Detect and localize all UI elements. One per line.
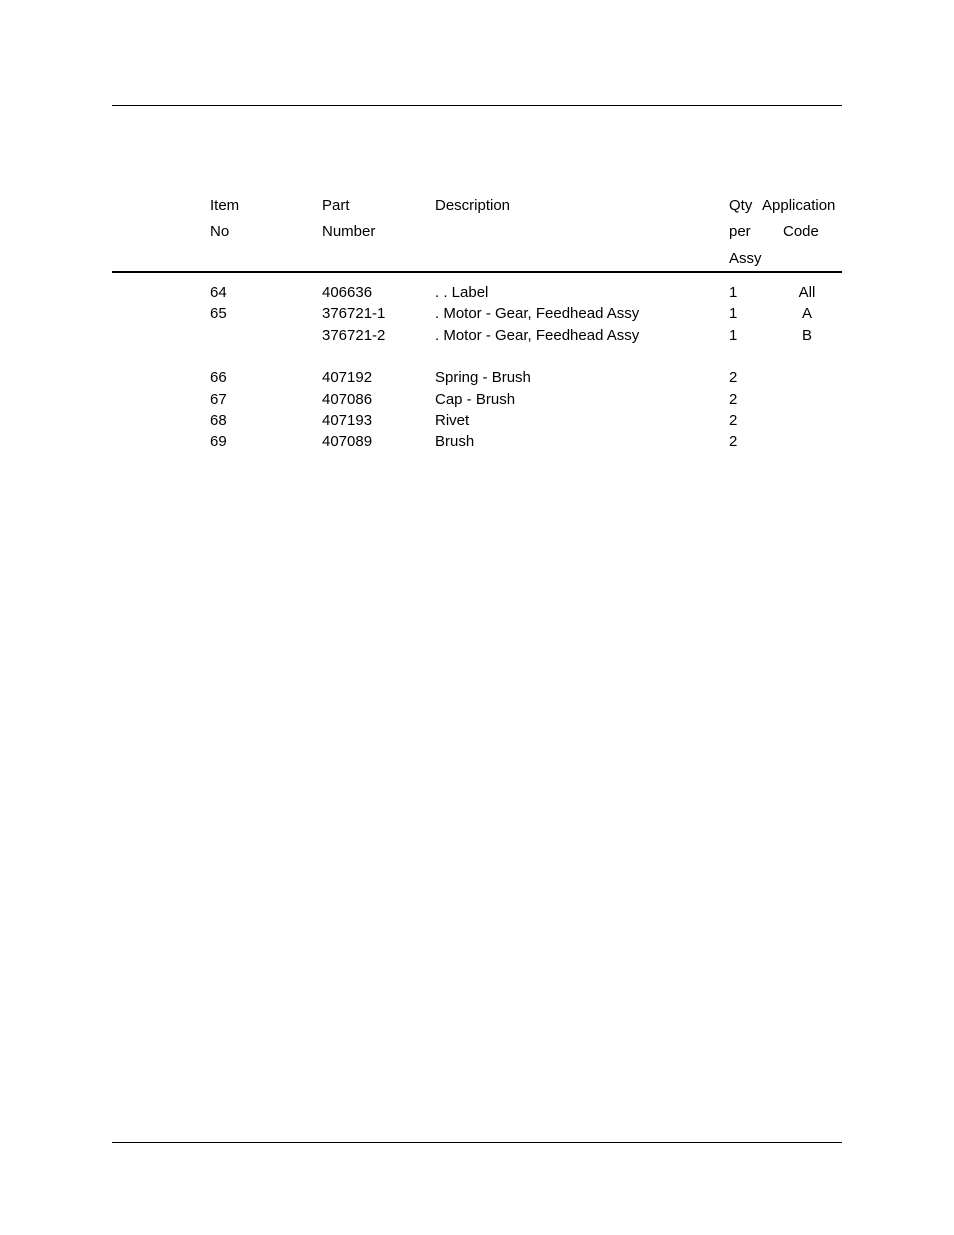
application-code: B (801, 327, 812, 344)
description: Brush (435, 433, 475, 450)
qty: 2 (729, 391, 738, 408)
qty: 1 (729, 305, 738, 322)
header-qty-line2: per (729, 223, 751, 240)
header-description: Description (435, 197, 511, 214)
qty: 1 (729, 284, 738, 301)
header-item-line1: Item (210, 197, 240, 214)
part-number: 407192 (322, 369, 373, 386)
part-number: 407089 (322, 433, 373, 450)
item-no: 64 (210, 284, 227, 301)
part-number: 407193 (322, 412, 373, 429)
description: . Motor - Gear, Feedhead Assy (435, 327, 640, 344)
item-no: 68 (210, 412, 227, 429)
bottom-divider (112, 1142, 842, 1143)
part-number: 407086 (322, 391, 373, 408)
application-code: A (801, 305, 812, 322)
header-part-line1: Part (322, 197, 350, 214)
description: Rivet (435, 412, 470, 429)
part-number: 376721-2 (322, 327, 386, 344)
qty: 1 (729, 327, 738, 344)
header-item-line2: No (210, 223, 230, 240)
item-no: 66 (210, 369, 227, 386)
header-divider (112, 271, 842, 273)
qty: 2 (729, 412, 738, 429)
item-no: 67 (210, 391, 227, 408)
part-number: 406636 (322, 284, 373, 301)
qty: 2 (729, 369, 738, 386)
description: . . Label (435, 284, 489, 301)
header-application-line2: Code (783, 223, 819, 240)
top-divider (112, 105, 842, 106)
header-qty-line1: Qty (729, 197, 753, 214)
header-qty-line3: Assy (729, 250, 762, 267)
item-no: 65 (210, 305, 227, 322)
part-number: 376721-1 (322, 305, 386, 322)
header-part-line2: Number (322, 223, 376, 240)
description: . Motor - Gear, Feedhead Assy (435, 305, 640, 322)
application-code: All (798, 284, 816, 301)
description: Cap - Brush (435, 391, 516, 408)
qty: 2 (729, 433, 738, 450)
item-no: 69 (210, 433, 227, 450)
description: Spring - Brush (435, 369, 531, 386)
header-application-line1: Application (762, 197, 836, 214)
